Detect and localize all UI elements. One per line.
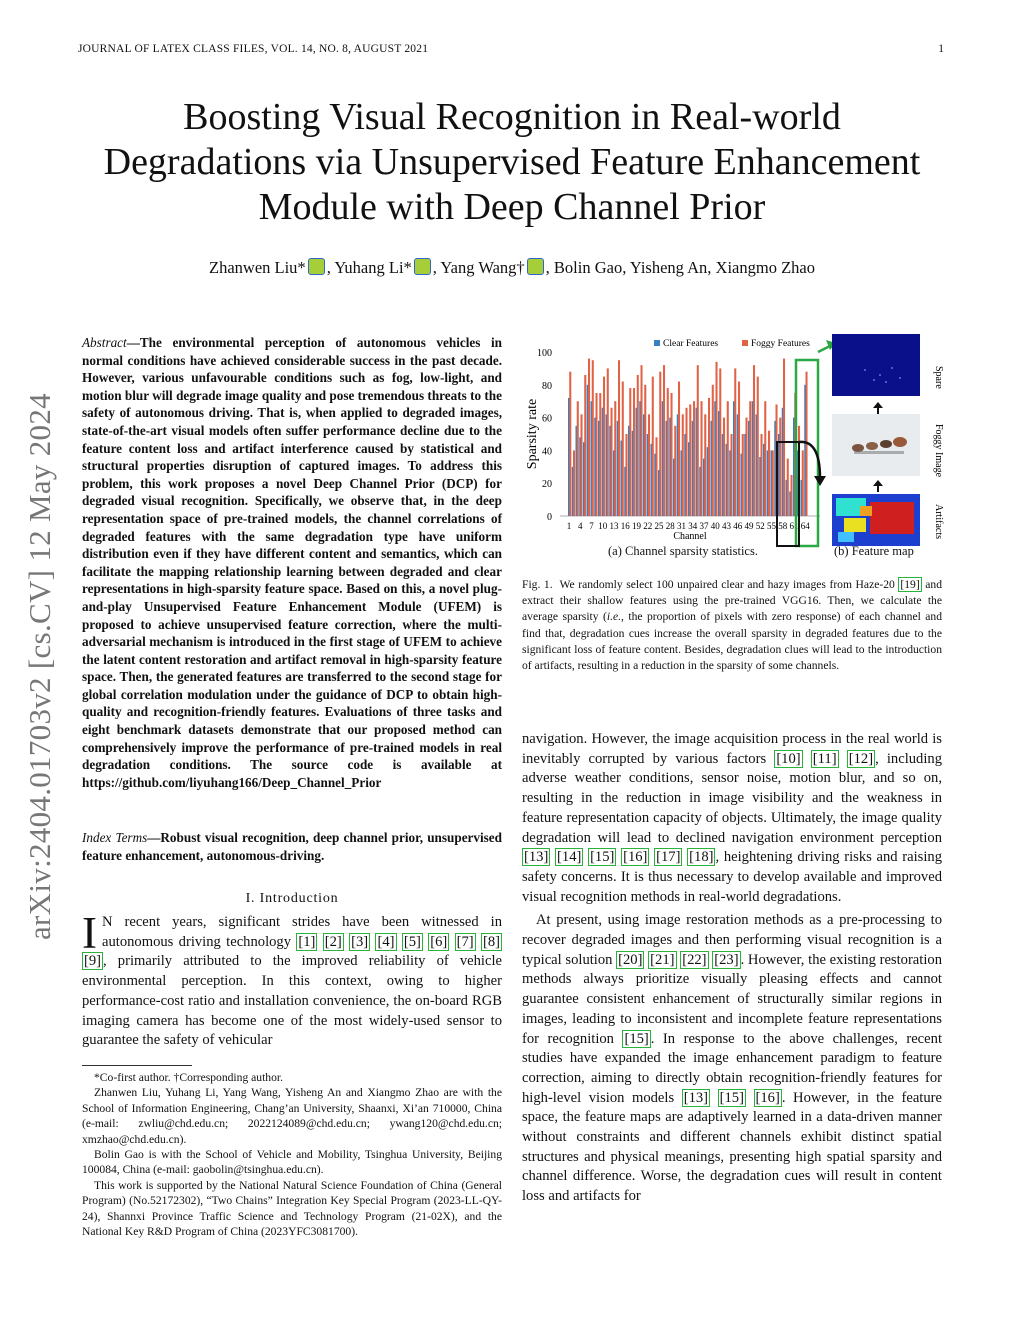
citation[interactable]: [19] — [900, 578, 920, 591]
x-tick-label: 4 — [578, 521, 583, 531]
body-text: . However, the existing restoration methods always prioritize visually pleasing effects and cannot guarantee consistent enhancement of structurally similar regions in images, leading to inconsistent and incomplete feature representations for recognition — [522, 951, 942, 1047]
bar-foggy — [607, 368, 609, 516]
y-tick-label: 0 — [547, 512, 552, 523]
citation[interactable]: [17] — [656, 849, 681, 866]
sparsity-chart — [520, 330, 944, 565]
bar-foggy — [760, 434, 762, 516]
footnote-rule — [82, 1065, 192, 1066]
bar-foggy — [682, 414, 684, 516]
bar-foggy — [584, 375, 586, 516]
bar-foggy — [693, 401, 695, 516]
bar-foggy — [790, 475, 792, 516]
bar-foggy — [685, 408, 687, 516]
citation[interactable]: [1] — [298, 933, 316, 950]
intro-text: , primarily attributed to the improved reliability of vehicle environmental perception. In this context, owing to higher performance-cost ratio and installation convenience, the on-board RGB imaging camera has become one of the most widely-used sensor to guarantee the safety of vehicular — [82, 953, 502, 1049]
up-arrow-stem — [877, 486, 879, 492]
citation[interactable]: [21] — [650, 951, 675, 968]
y-tick-label: 80 — [542, 380, 552, 392]
bar-foggy — [614, 401, 616, 516]
orcid-icon[interactable] — [414, 258, 431, 275]
bar-foggy — [723, 418, 725, 516]
page-number: 1 — [938, 43, 944, 55]
paper-title: Boosting Visual Recognition in Real-world Degradations via Unsupervised Feature Enhancement Module with Deep Channel Prior — [103, 96, 921, 228]
bar-foggy — [663, 365, 665, 516]
citation[interactable]: [6] — [430, 933, 448, 950]
body-text: navigation. However, the image acquisition process in the real world is inevitably corrupted by various factors — [522, 731, 942, 767]
footnote: Zhanwen Liu, Yuhang Li, Yang Wang, Yisheng An and Xiangmo Zhao are with the School of Information Engineering, Chang’an University, Shaanxi, Xi’an 710000, China (e-mail: zwliu@chd.edu.cn; 2022124089@chd.edu.cn; ywang120@chd.edu.cn; xmzhao@chd.edu.cn). — [82, 1086, 502, 1146]
body-text: . However, in the feature space, the feature maps are adaptively learned in a data-driven manner without constraints and different channels exhibit distinct spatial structures and physical meanings, presenting high spatial sparsity and channel difference. Worse, the degradation cues will result in content loss and artifacts for — [522, 1089, 942, 1205]
bar-foggy — [712, 385, 714, 516]
bar-foggy — [648, 414, 650, 516]
bar-foggy — [704, 414, 706, 516]
footnote: *Co-first author. †Corresponding author. — [94, 1071, 284, 1084]
footnotes — [82, 1070, 502, 1239]
x-tick-label: 52 — [755, 521, 765, 531]
x-tick-label: 22 — [643, 521, 653, 531]
x-tick-label: 10 — [598, 521, 608, 531]
caption-text: i.e. — [606, 610, 622, 624]
y-tick-label: 40 — [542, 446, 552, 458]
bar-foggy — [670, 393, 672, 516]
footnote: Bolin Gao is with the School of Vehicle and Mobility, Tsinghua University, Beijing 100084, China (e-mail: gaobolin@tsinghua.edu.cn). — [82, 1148, 502, 1177]
author-3: , Yang Wang† — [432, 258, 525, 277]
panel-label-artifacts: Artifacts — [933, 504, 944, 539]
citation[interactable]: [5] — [403, 933, 421, 950]
arxiv-stamp: arXiv:2404.01703v2 [cs.CV] 12 May 2024 — [22, 393, 57, 940]
bar-foggy — [719, 368, 721, 516]
bar-foggy — [772, 450, 774, 516]
bar-foggy — [700, 401, 702, 516]
bar-foggy — [573, 450, 575, 516]
paragraph — [522, 730, 942, 907]
legend-label: Clear Features — [663, 339, 719, 349]
citation[interactable]: [2] — [324, 933, 342, 950]
orcid-icon[interactable] — [308, 258, 325, 275]
citation[interactable]: [20] — [618, 951, 643, 968]
legend-swatch — [654, 340, 660, 346]
citation[interactable]: [3] — [351, 933, 369, 950]
x-tick-label: 61 — [789, 521, 799, 531]
bar-foggy — [753, 365, 755, 516]
bar-foggy — [697, 365, 699, 516]
x-tick-label: 37 — [699, 521, 709, 531]
x-tick-label: 49 — [744, 521, 754, 531]
bar-foggy — [727, 401, 729, 516]
y-axis-label: Sparsity rate — [525, 398, 540, 470]
y-tick-label: 60 — [542, 413, 552, 425]
citation[interactable]: [13] — [524, 849, 549, 866]
bar-foggy — [659, 372, 661, 516]
bar-foggy — [592, 360, 594, 516]
index-terms — [82, 829, 502, 864]
citation[interactable]: [7] — [456, 933, 474, 950]
up-arrow-icon — [873, 402, 883, 408]
y-tick-label: 20 — [542, 479, 552, 491]
legend-swatch — [742, 340, 748, 346]
bar-foggy — [674, 426, 676, 516]
citation[interactable]: [16] — [623, 849, 648, 866]
intro-paragraph — [82, 908, 502, 1051]
subcaption-a: (a) Channel sparsity statistics. — [608, 544, 758, 558]
caption-text: , the proportion of pixels with zero response) of each channel and find that, degradation cues increase the overall sparsity in degraded features due to the significant loss of feature content. Besides, degradation clues will lead to the introduction of artifacts, resulting in a reduction in the sparsity of some channels. — [522, 610, 943, 673]
legend-label: Foggy Features — [751, 339, 810, 349]
bar-foggy — [625, 434, 627, 516]
figure-1 — [520, 330, 944, 565]
running-header: JOURNAL OF LATEX CLASS FILES, VOL. 14, NO. 8, AUGUST 2021 — [78, 43, 429, 55]
bar-foggy — [569, 372, 571, 516]
x-tick-label: 34 — [688, 521, 698, 531]
bar-foggy — [768, 431, 770, 516]
bar-foggy — [802, 450, 804, 516]
bar-foggy — [603, 377, 605, 516]
author-list — [90, 258, 934, 278]
x-tick-label: 7 — [589, 521, 594, 531]
index-terms-label: Index Terms — [82, 830, 148, 845]
citation[interactable]: [18] — [689, 849, 714, 866]
x-tick-label: 40 — [710, 521, 720, 531]
bar-foggy — [749, 401, 751, 516]
citation[interactable]: [22] — [682, 951, 707, 968]
citation[interactable]: [13] — [683, 1089, 709, 1106]
author-1: Zhanwen Liu* — [209, 258, 306, 277]
bar-foggy — [644, 385, 646, 516]
x-axis-label: Channel — [673, 531, 707, 542]
bar-foggy — [745, 418, 747, 516]
bar-foggy — [577, 401, 579, 516]
dropcap: I — [82, 908, 97, 958]
x-tick-label: 13 — [609, 521, 619, 531]
caption-text: and extract their shallow features using the pre-trained VGG16. Then, we calculate the average sparsity ( — [522, 578, 942, 624]
bar-foggy — [640, 365, 642, 516]
footnote: This work is supported by the National Natural Science Foundation of China (General Program) (No.52172302), “Two Chains” Integration Key Special Program (2023-LL-QY-24), Shannxi Province Traffic Science and Technology Program (21-02X), and the National Key R&D Program of China (2023YFC3081700). — [82, 1178, 502, 1239]
x-tick-label: 43 — [722, 521, 732, 531]
bar-foggy — [779, 418, 781, 516]
panel-label-foggy: Foggy Image — [933, 424, 944, 478]
intro-text: N recent years, significant strides have been witnessed in autonomous driving technology — [102, 914, 502, 950]
citation[interactable]: [15] — [624, 1030, 649, 1047]
bar-foggy — [764, 401, 766, 516]
bar-foggy — [595, 393, 597, 516]
citation[interactable]: [16] — [755, 1089, 780, 1106]
subcaption-b: (b) Feature map — [834, 544, 914, 558]
spare-feature-map — [832, 334, 920, 396]
bar-foggy — [580, 414, 582, 516]
arrowhead — [814, 476, 826, 486]
citation[interactable]: [10] — [776, 750, 801, 767]
body-text: , including adverse weather conditions, sensor noise, motion blur, and so on, resulting in the reduction in image visibility and the weakness in feature representation capacity of objects. Ultimately, the image quality degradation will lead to declined navigation environment perception — [522, 750, 942, 846]
bar-foggy — [599, 393, 601, 516]
bar-foggy — [757, 377, 759, 516]
bar-foggy — [783, 359, 785, 516]
citation[interactable]: [23] — [714, 951, 739, 968]
paragraph — [522, 911, 942, 1207]
bar-foggy — [715, 362, 717, 516]
x-tick-label: 19 — [632, 521, 642, 531]
citation[interactable]: [8] — [482, 933, 501, 950]
citation[interactable]: [14] — [557, 849, 582, 866]
bar-foggy — [787, 459, 789, 516]
abstract — [82, 334, 502, 791]
citation[interactable]: [11] — [812, 750, 837, 767]
x-tick-label: 31 — [677, 521, 687, 531]
body-text: , heightening driving risks and raising safety concerns. It is thus necessary to develop available and improved visual recognition methods in real-world degradations. — [522, 849, 943, 905]
author-2: , Yuhang Li* — [326, 258, 412, 277]
bar-foggy — [652, 377, 654, 516]
x-tick-label: 16 — [620, 521, 630, 531]
orcid-icon[interactable] — [527, 258, 544, 275]
bar-foggy — [655, 437, 657, 516]
x-tick-label: 55 — [767, 521, 777, 531]
x-tick-label: 1 — [566, 521, 572, 531]
citation[interactable]: [15] — [590, 849, 615, 866]
bar-foggy — [618, 360, 620, 516]
bar-foggy — [742, 434, 744, 516]
bar-foggy — [734, 368, 736, 516]
bar-foggy — [588, 359, 590, 516]
bar-foggy — [678, 382, 680, 516]
y-tick-label: 100 — [537, 348, 552, 359]
citation[interactable]: [12] — [848, 750, 874, 767]
bar-foggy — [610, 408, 612, 516]
citation[interactable]: [15] — [719, 1089, 744, 1106]
bar-foggy — [629, 388, 631, 516]
x-tick-label: 58 — [778, 521, 788, 531]
figure-caption — [522, 577, 942, 674]
index-terms-text: —Robust visual recognition, deep channel prior, unsupervised feature enhancement, autonomous-driving. — [82, 830, 502, 863]
x-tick-label: 46 — [733, 521, 743, 531]
up-arrow-stem — [877, 408, 879, 414]
bar-foggy — [667, 388, 669, 516]
bar-foggy — [708, 398, 710, 516]
x-tick-label: 28 — [665, 521, 675, 531]
bar-foggy — [689, 404, 691, 516]
author-rest: , Bolin Gao, Yisheng An, Xiangmo Zhao — [545, 258, 815, 277]
abstract-label: Abstract — [82, 335, 127, 350]
bar-foggy — [622, 382, 624, 516]
citation[interactable]: [9] — [84, 953, 102, 970]
abstract-text: —The environmental perception of autonomous vehicles in normal conditions have achieved considerable success in the past decade. However, various unfavourable conditions such as fog, low-light, and motion blur will degrade image quality and pose tremendous threats to the safety of autonomous driving. That is, when applied to degraded images, state-of-the-art visual models often suffer performance decline due to the feature content loss and artifact interference caused by statistical and structural properties disruption of captured images. To address this problem, this work proposes a novel Deep Channel Prior (DCP) for degraded visual recognition. Specifically, we observe that, in the deep representation space of pre-trained models, the channel correlations of degraded features with the same degradation type have uniform distribution even if they have different content and semantics, which can facilitate the mapping relationship learning between degraded and clear representations in high-sparsity feature space. Based on this, a novel plug-and-play Unsupervised Feature Enhancement Module (UFEM) is proposed to achieve unsupervised feature correction, where the multi-adversarial mechanism is introduced in the first stage of UFEM to achieve the latent content restoration and artifact removal in high-sparsity feature space. Then, the generated features are transferred to the second stage for global correlation modulation under the guidance of DCP to obtain high-quality and recognition-friendly features. Evaluations of three tasks and eight benchmark datasets demonstrate that our proposed method can comprehensively improve the performance of pre-trained models in real degradation conditions. The source code is available at https://github.com/liyuhang166/Deep_Channel_Prior — [82, 335, 502, 790]
up-arrow-icon — [873, 480, 883, 486]
caption-label: Fig. 1. — [522, 578, 553, 591]
citation[interactable]: [4] — [377, 933, 395, 950]
caption-text: We randomly select 100 unpaired clear and hazy images from Haze-20 — [559, 578, 899, 591]
panel-label-spare: Spare — [933, 366, 944, 389]
x-tick-label: 25 — [654, 521, 664, 531]
bar-foggy — [633, 388, 635, 516]
x-tick-label: 64 — [800, 521, 810, 531]
section-heading: I. Introduction — [245, 891, 339, 906]
bar-foggy — [730, 434, 732, 516]
bar-foggy — [637, 375, 639, 516]
bar-foggy — [738, 382, 740, 516]
body-text: At present, using image restoration methods as a pre-processing to recover degraded images and then performing visual recognition is a typical solution — [522, 912, 942, 968]
body-text: . In response to the above challenges, recent studies have expanded the image enhancement paradigm to feature correction, aiming to directly obtain recognition-friendly features for high-level vision models — [522, 1030, 942, 1106]
right-column-text — [522, 730, 942, 1207]
